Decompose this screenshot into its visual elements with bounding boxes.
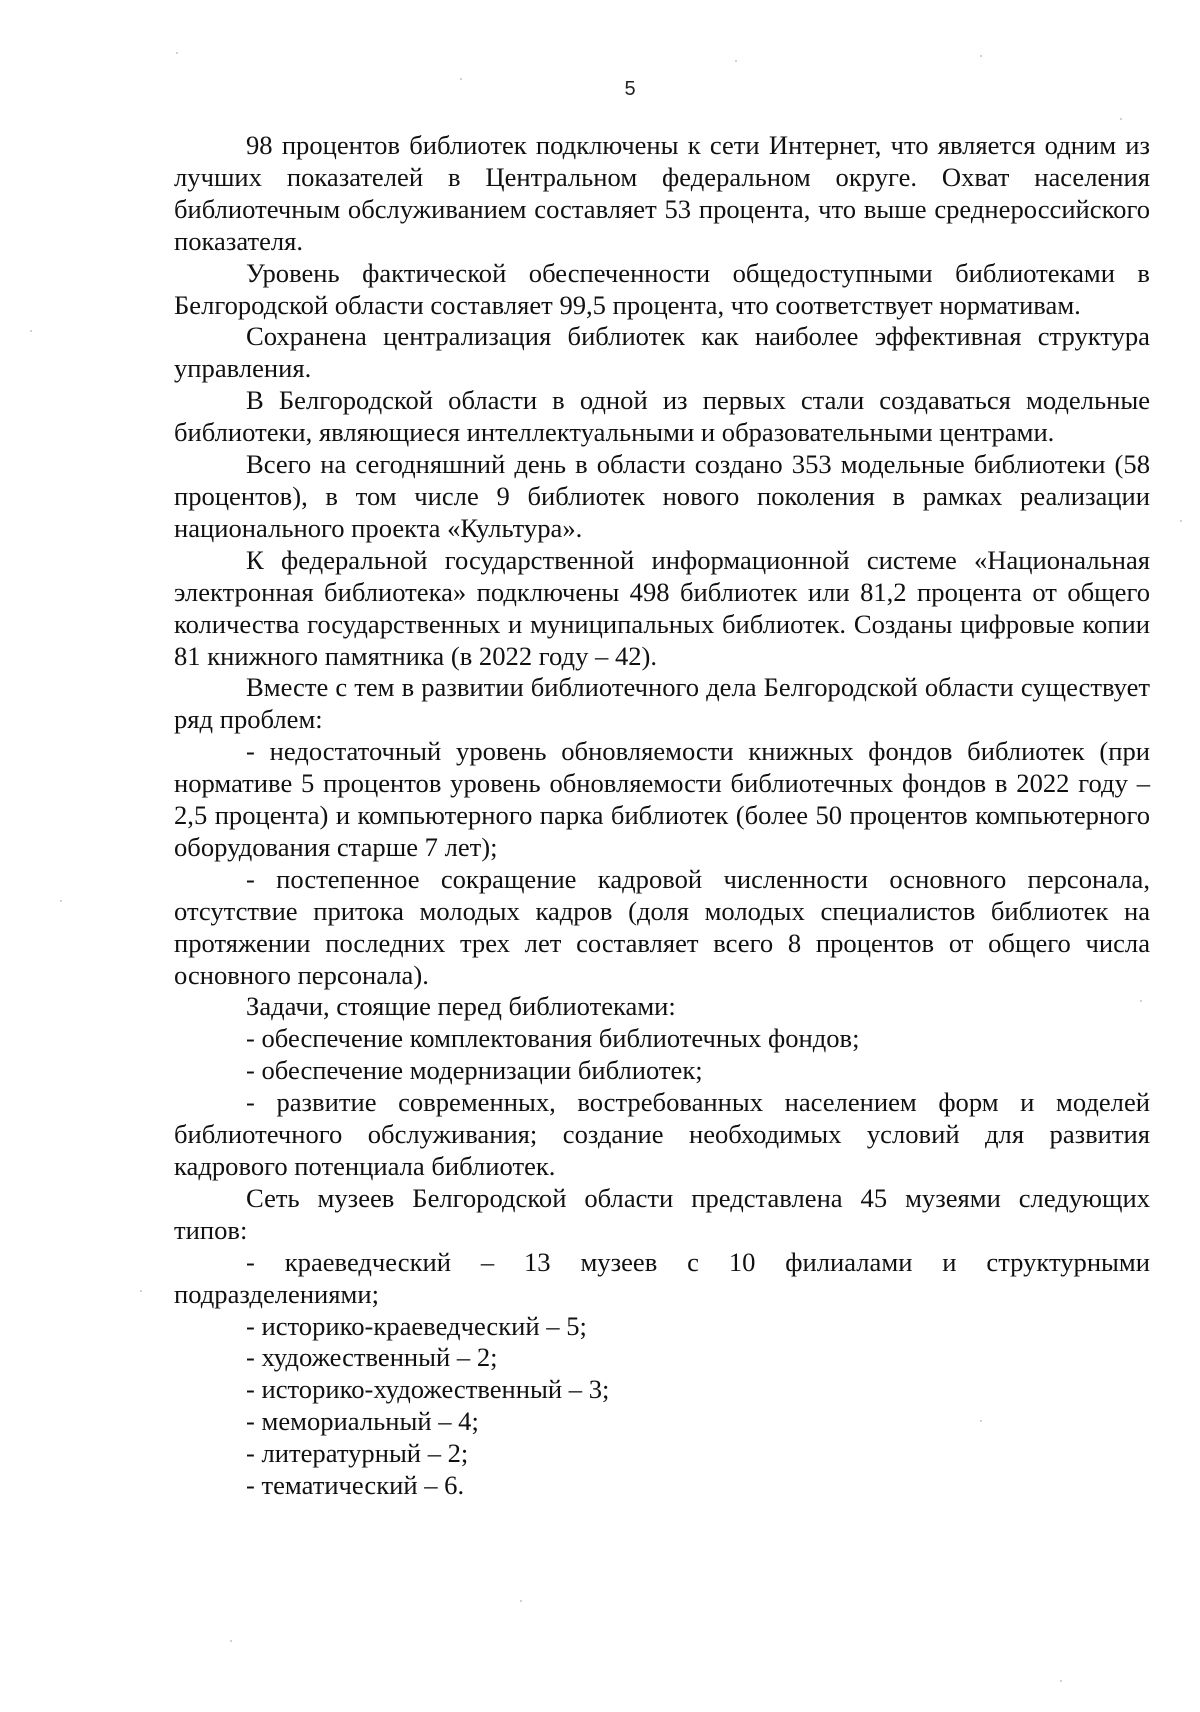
document-body bbox=[174, 130, 1150, 1502]
scan-speck bbox=[520, 1600, 522, 1602]
paragraph-model-count: Всего на сегодняшний день в области создано 353 модельные библиотеки (58 процентов), в том числе 9 библиотек нового поколения в рамках реализации национального проекта «Культура». bbox=[174, 449, 1150, 543]
scan-speck bbox=[980, 55, 982, 57]
scan-speck bbox=[230, 1640, 232, 1642]
list-item-museum-local-history: - краеведческий – 13 музеев с 10 филиалами и структурными подразделениями; bbox=[174, 1246, 1150, 1309]
list-item-museum-literary: - литературный – 2; bbox=[246, 1438, 469, 1469]
scan-speck bbox=[1140, 1000, 1142, 1002]
scan-speck bbox=[30, 330, 32, 332]
list-item-museum-thematic: - тематический – 6. bbox=[246, 1470, 465, 1501]
list-item-task-acquisition: - обеспечение комплектования библиотечных фондов; bbox=[246, 1023, 860, 1054]
paragraph-internet: 98 процентов библиотек подключены к сети Интернет, что является одним из лучших показателей в Центральном федеральном округе. Охват населения библиотечным обслуживанием составляет 53 процента, что выше среднероссийского показателя. bbox=[174, 130, 1150, 256]
list-item-problem-staff: - постепенное сокращение кадровой численности основного персонала, отсутствие притока молодых кадров (доля молодых специалистов библиотек на протяжении последних трех лет составляет всего 8 процентов от общего числа основного персонала). bbox=[174, 863, 1150, 990]
scan-speck bbox=[460, 78, 462, 80]
scan-speck bbox=[1180, 520, 1182, 522]
scan-speck bbox=[735, 60, 737, 62]
scan-speck bbox=[176, 52, 178, 54]
scan-speck bbox=[1060, 1680, 1062, 1682]
paragraph-model-libraries: В Белгородской области в одной из первых стали создаваться модельные библиотеки, являющиеся интеллектуальными и образовательными центрами. bbox=[174, 385, 1150, 448]
list-item-museum-historical-local: - историко-краеведческий – 5; bbox=[246, 1310, 587, 1341]
paragraph-tasks-intro: Задачи, стоящие перед библиотеками: bbox=[246, 991, 676, 1022]
page-number: 5 bbox=[624, 78, 636, 100]
list-item-museum-historical-art: - историко-художественный – 3; bbox=[246, 1374, 610, 1405]
scan-speck bbox=[60, 900, 62, 902]
list-item-problem-funds: - недостаточный уровень обновляемости книжных фондов библиотек (при нормативе 5 процентов уровень обновляемости библиотечных фондов в 2022 году – 2,5 процента) и компьютерного парка библиотек (более 50 процентов компьютерного оборудования старше 7 лет); bbox=[174, 736, 1150, 862]
scan-speck bbox=[1120, 118, 1122, 120]
list-item-museum-memorial: - мемориальный – 4; bbox=[246, 1406, 479, 1437]
paragraph-museums-intro: Сеть музеев Белгородской области представлена 45 музеями следующих типов: bbox=[174, 1182, 1150, 1245]
scan-speck bbox=[980, 1420, 982, 1422]
paragraph-centralization: Сохранена централизация библиотек как наиболее эффективная структура управления. bbox=[174, 321, 1150, 384]
paragraph-neb: К федеральной государственной информационной системе «Национальная электронная библиотека» подключены 498 библиотек или 81,2 процента от общего количества государственных и муниципальных библиотек. Созданы цифровые копии 81 книжного памятника (в 2022 году – 42). bbox=[174, 544, 1150, 671]
list-item-task-development: - развитие современных, востребованных населением форм и моделей библиотечного обслуживания; создание необходимых условий для развития кадрового потенциала библиотек. bbox=[174, 1087, 1150, 1181]
scan-speck bbox=[140, 1290, 142, 1292]
list-item-task-modernization: - обеспечение модернизации библиотек; bbox=[246, 1055, 703, 1086]
paragraph-provision: Уровень фактической обеспеченности общедоступными библиотеками в Белгородской области составляет 99,5 процента, что соответствует нормативам. bbox=[174, 257, 1150, 320]
paragraph-problems-intro: Вместе с тем в развитии библиотечного дела Белгородской области существует ряд проблем: bbox=[174, 672, 1150, 735]
list-item-museum-art: - художественный – 2; bbox=[246, 1342, 498, 1373]
